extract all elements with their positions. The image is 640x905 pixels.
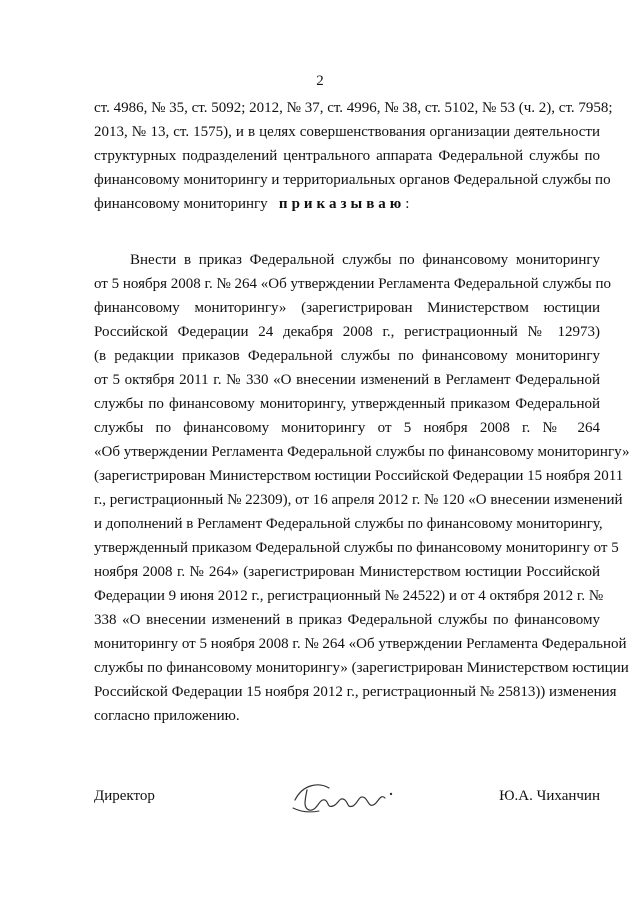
- paragraph-line: (зарегистрирован Министерством юстиции Российской Федерации 15 ноября 2011: [94, 468, 624, 484]
- paragraph-line: Внести в приказ Федеральной службы по финансовому мониторингу: [130, 252, 600, 268]
- signer-name: Ю.А. Чиханчин: [499, 788, 600, 804]
- position-title: Директор: [94, 788, 155, 804]
- paragraph-line: Российской Федерации 15 ноября 2012 г., регистрационный № 25813)) изменения: [94, 684, 617, 700]
- paragraph-line: от 5 ноября 2008 г. № 264 «Об утверждении Регламента Федеральной службы по: [94, 276, 611, 292]
- paragraph-line-order: [94, 192, 600, 216]
- paragraph-line: Федерации 9 июня 2012 г., регистрационный № 24522) и от 4 октября 2012 г. №: [94, 588, 604, 604]
- paragraph-line: структурных подразделений центрального аппарата Федеральной службы по: [94, 148, 600, 164]
- paragraph-line: Российской Федерации 24 декабря 2008 г., регистрационный № 12973): [94, 324, 600, 340]
- paragraph-line: ст. 4986, № 35, ст. 5092; 2012, № 37, ст. 4996, № 38, ст. 5102, № 53 (ч. 2), ст. 7958;: [94, 100, 613, 116]
- paragraph-line: г., регистрационный № 22309), от 16 апреля 2012 г. № 120 «О внесении изменений: [94, 492, 623, 508]
- paragraph-line: (в редакции приказов Федеральной службы по финансовому мониторингу: [94, 348, 600, 364]
- paragraph-line: службы по финансовому мониторингу, утвержденный приказом Федеральной: [94, 396, 600, 412]
- order-word: приказываю: [278, 196, 406, 212]
- paragraph-line: «Об утверждении Регламента Федеральной службы по финансовому мониторингу»: [94, 444, 630, 460]
- order-line-suffix: :: [405, 196, 410, 212]
- order-line-prefix: финансовому мониторингу: [94, 196, 268, 212]
- paragraph-line: финансовому мониторингу и территориальных органов Федеральной службы по: [94, 172, 611, 188]
- paragraph-line: 2013, № 13, ст. 1575), и в целях совершенствования организации деятельности: [94, 124, 600, 140]
- paragraph-line: и дополнений в Регламент Федеральной службы по финансовому мониторингу,: [94, 516, 603, 532]
- paragraph-line: финансовому мониторингу» (зарегистрирован Министерством юстиции: [94, 300, 600, 316]
- paragraph-line: службы по финансовому мониторингу» (зарегистрирован Министерством юстиции: [94, 660, 629, 676]
- paragraph-line: 338 «О внесении изменений в приказ Федеральной службы по финансовому: [94, 612, 600, 628]
- paragraph-line: мониторингу от 5 ноября 2008 г. № 264 «Об утверждении Регламента Федеральной: [94, 636, 627, 652]
- paragraph-line: службы по финансовому мониторингу от 5 ноября 2008 г. № 264: [94, 420, 600, 436]
- handwritten-signature: [289, 778, 399, 816]
- paragraph-line: ноября 2008 г. № 264» (зарегистрирован Министерством юстиции Российской: [94, 564, 600, 580]
- paragraph-line: согласно приложению.: [94, 708, 240, 724]
- signature-block: [94, 788, 600, 818]
- page-number: 2: [316, 73, 324, 89]
- paragraph-line: от 5 октября 2011 г. № 330 «О внесении изменений в Регламент Федеральной: [94, 372, 600, 388]
- paragraph-order-preamble: [94, 96, 613, 216]
- paragraph-line: утвержденный приказом Федеральной службы по финансовому мониторингу от 5: [94, 540, 619, 556]
- paragraph-amendment: [94, 248, 630, 728]
